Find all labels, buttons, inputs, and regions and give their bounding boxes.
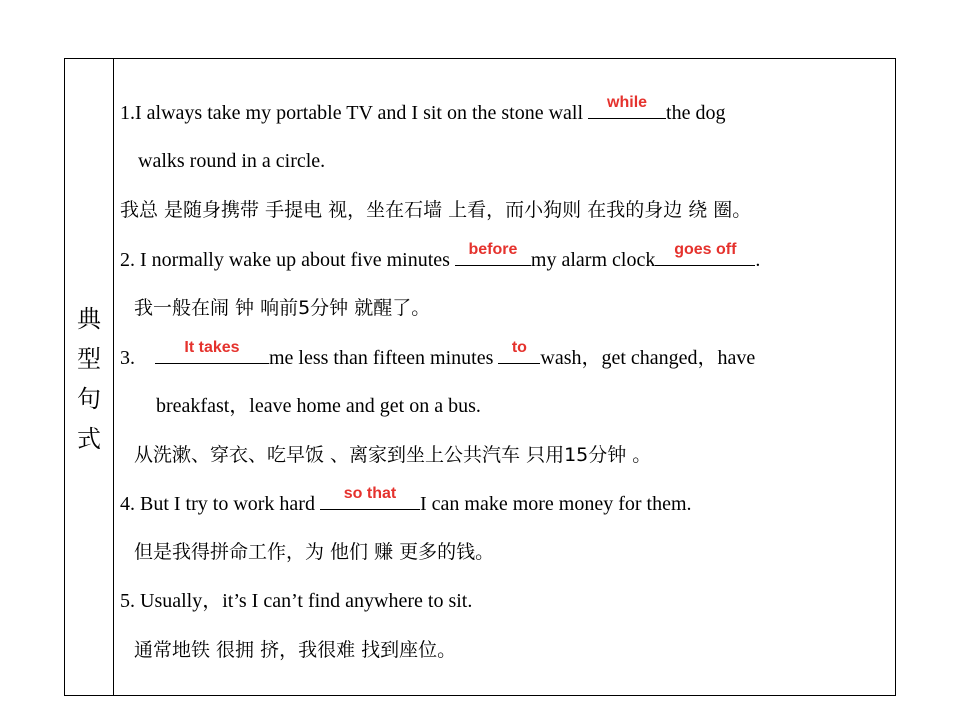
answer-goes-off: goes off <box>674 241 737 258</box>
column-divider <box>113 58 114 696</box>
sentence-4-text-a: 4. But I try to work hard <box>120 493 320 515</box>
sentence-4-translation: 但是我得拼命工作，为 他们 赚 更多的钱。 <box>134 541 495 563</box>
answer-blank <box>155 339 269 364</box>
answer-to: to <box>511 339 527 356</box>
sentence-1-line-1 <box>120 94 726 125</box>
answer-before: before <box>468 241 518 258</box>
side-label-char: 典 <box>77 307 101 333</box>
sentence-1-text-a: 1.I always take my portable TV and I sit on the stone wall <box>120 102 589 124</box>
sentence-4-text-b: I can make more money for them. <box>419 493 692 515</box>
sentence-3-translation: 从洗漱、穿衣、吃早饭 、离家到坐上公共汽车 只用15分钟 。 <box>134 444 652 466</box>
answer-blank <box>455 241 531 266</box>
sentence-5-translation: 通常地铁 很拥 挤，我很难 找到座位。 <box>134 639 457 661</box>
answer-blank <box>588 94 666 119</box>
sentence-1-line-2: walks round in a circle. <box>138 150 326 172</box>
sentence-1-text-b: the dog <box>666 102 726 124</box>
sentence-2-text-c: . <box>755 249 761 271</box>
sentence-3-number: 3. <box>120 347 135 369</box>
side-label-char: 型 <box>77 347 101 373</box>
side-label-char: 式 <box>77 427 101 453</box>
sentence-3-text-a: me less than fifteen minutes <box>269 347 499 369</box>
sentence-4-line-1 <box>120 485 692 516</box>
answer-so-that: so that <box>343 485 397 502</box>
sentence-2-line-1 <box>120 241 761 272</box>
answer-blank <box>655 241 755 266</box>
sentence-3-line-2: breakfast，leave home and get on a bus. <box>156 395 481 417</box>
sentence-1-translation: 我总 是随身携带 手提电 视，坐在石墙 上看，而小狗则 在我的身边 绕 圈。 <box>120 199 752 221</box>
side-label-typical-sentences <box>66 300 112 460</box>
side-label-char: 句 <box>77 387 101 413</box>
sentence-2-text-a: 2. I normally wake up about five minutes <box>120 249 455 271</box>
sentence-2-translation: 我一般在闹 钟 响前5分钟 就醒了。 <box>134 297 431 319</box>
answer-while: while <box>607 94 648 111</box>
sentence-3-line-1 <box>120 339 756 370</box>
sentence-3-text-b: wash，get changed，have <box>540 347 756 369</box>
sentence-2-text-b: my alarm clock <box>530 249 656 271</box>
answer-blank <box>498 339 540 364</box>
answer-blank <box>320 485 420 510</box>
answer-it-takes: It takes <box>184 339 240 356</box>
sentence-5-line-1: 5. Usually，it’s I can’t find anywhere to sit. <box>120 590 473 612</box>
